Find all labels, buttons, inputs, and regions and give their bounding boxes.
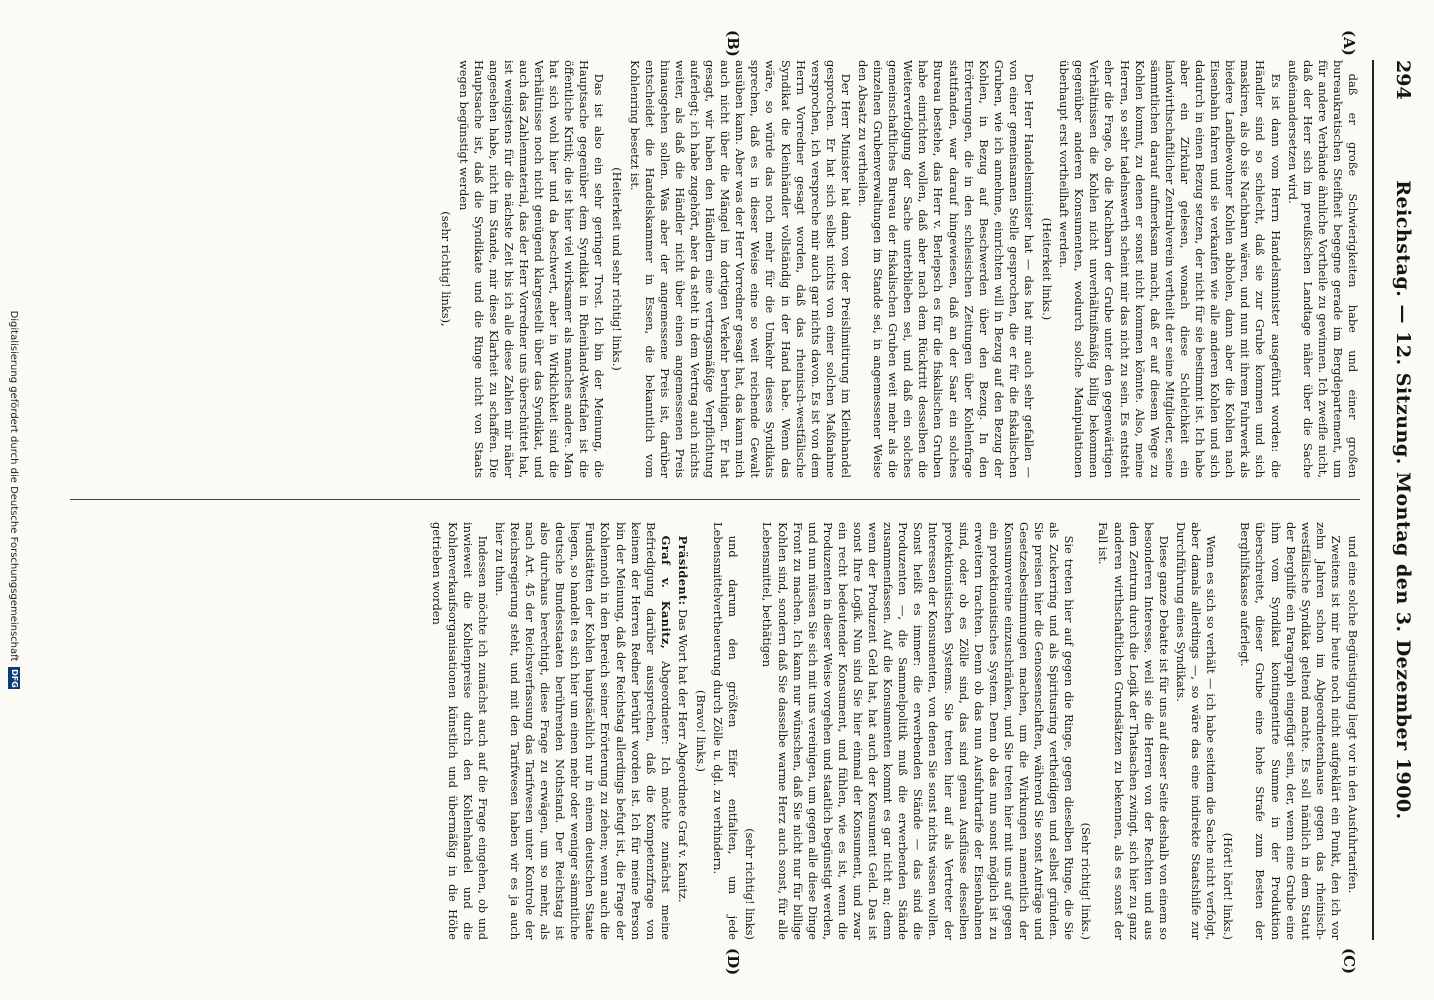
column-divider — [70, 499, 1360, 500]
interjection: (Sehr richtig! links.) — [1079, 822, 1094, 940]
margin-marker-a: (A) — [1340, 30, 1358, 56]
margin-marker-d: (D) — [724, 948, 742, 976]
speaker-paragraph — [675, 522, 690, 940]
interjection: (sehr richtig! links), — [439, 211, 454, 327]
paragraph: Indessen möchte ich zunächst auch auf die Frage eingehen, ob und inwieweit die Kohlenpreise durch den Kohlenhandel und die Kohlenverkaufsorganisationen künstlich und übermäßig in die Höhe getrieben worden — [430, 522, 490, 940]
paragraph: Wenn es sich so verhält — ich habe seitdem die Sache nicht verfolgt, aber damals allerdings —, so wäre das eine indirekte Staatshilfe zur Durchführung eines Syndikats. — [1173, 522, 1219, 940]
running-head: Reichstag. — 12. Sitzung. Montag den 3. Dezember 1900. — [1392, 180, 1414, 820]
speaker-text: Das Wort hat der Herr Abgeordnete Graf v. Kanitz. — [675, 608, 690, 903]
digitization-credit — [4, 0, 24, 1000]
dfg-logo-icon: DFG — [10, 669, 19, 688]
paragraph: und darum den größten Eifer entfalten, um jede Lebensmittelvertheuerung durch Zölle u. dgl. zu verhindern. — [711, 522, 741, 940]
paragraph: Das ist also ein sehr geringer Trost. Ich bin der Meinung, die Hauptsache gegenüber dem Syndikat in Rheinland-Westfalen ist die öffentliche Kritik; die ist hier viel wirksamer als manches andere. Man hat sich wohl hier und da beschwert, aber in Wirklichkeit sind die Verhältnisse noch nicht genügend klargestellt über das Syndikat, und auch das Zahlenmaterial, das der Herr Vorredner uns überschüttet hat, ist wenigstens für die nächste Zeit bis ich alle diese Zahlen mir näher angesehen habe, nicht im Stande, mir diese Klarheit zu schaffen. Die Hauptsache ist, daß die Syndikate und die Ringe nicht von Staats wegen begünstigt werden — [456, 60, 607, 478]
margin-marker-c: (C) — [1340, 948, 1358, 975]
interjection: (Bravo! links.) — [694, 690, 709, 772]
speaker-name: Graf v. Kanitz, — [658, 535, 673, 650]
paragraph: Sie treten hier auf gegen die Ringe, gegen dieselben Ringe, die Sie als Zuckerring und als Spiritusring vertheidigen und selbst gründen. Sie preisen hier die Genossenschaften, während Sie sonst Anträge und Gesetzesbestimmungen machen, um die Wirkungen namentlich der Konsumvereine einzuschränken, und Sie treten hier mit uns auf gegen ein protektionistisches System. Denn ob das nun sonst möglich ist zu erweitern trachten. Denn ob das nun Ausfuhrtarife der Eisenbahnen sind, oder ob es Zölle sind, das sind genau Ausflüsse desselben protektionistischen Systems. Sie treten hier auf als Vertreter der Interessen der Konsumenten, von denen Sie sonst nichts wissen wollen. Sonst heißt es immer: die erwerbenden Stände — das sind die Produzenten —, die Sammelpolitik muß die erwerbenden Stände zusammenfassen. Auf die Konsumenten kommt es gar nicht an; denn wenn der Produzent Geld hat, hat auch der Konsument Geld. Das ist sonst Ihre Logik. Nun sind Sie hier einmal der Konsument, und zwar ein recht bedeutender Konsument, und fühlen, wie es ist, wenn die Produzenten in dieser Weise vorgehen und staatlich begünstigt werden, und nun müssen Sie sich mit uns vereinigen, um gegen alle diese Dinge Front zu machen. Ich kann nur wünschen, daß Sie nicht nur für billige Kohlen sind, sondern daß Sie dasselbe warme Herz auch sonst, für alle Lebensmittel, bethätigen — [760, 522, 1077, 940]
interjection: (Heiterkeit links.) — [1040, 217, 1055, 321]
margin-marker-b: (B) — [724, 30, 742, 57]
left-column — [70, 60, 1360, 478]
page-number: 294 — [1392, 60, 1414, 100]
right-column — [70, 522, 1360, 940]
speaker-text: Abgeordneter: Ich möchte zunächst meine Befriedigung darüber aussprechen, daß die Kompetenzfrage von keinem der Herren Redner berührt worden ist. Ich für meine Person bin der Meinung, daß der Reichstag allerdings befugt ist, die Frage der Kohlennoth in den Bereich seiner Erörterung zu ziehen; wenn auch die Fundstätten der Kohlen hauptsächlich nur in einem deutschen Staate liegen, so handelt es sich hier um einen mehr oder weniger sämmtliche deutsche Bundesstaaten berührenden Nothstand. Der Reichstag ist also durchaus berechtigt, diese Frage zu erwägen, um so mehr, als nach Art. 45 der Reichsverfassung das Tarifwesen unter Kontrole der Reichsregierung steht, und mit den Tarifwesen haben wir es ja auch hier zu thun. — [492, 522, 673, 940]
paragraph: und eine solche Begünstigung liegt vor in den Ausfuhrtarifen. — [1346, 535, 1360, 894]
paragraph: Diese ganze Debatte ist für uns auf dieser Seite deshalb von einem so besonderen Interesse, weil sie die Herren von der Rechten und aus dem Zentrum durch die Logik der Thatsachen zwingt, sich hier zu ganz anderen wirthschaftlichen Grundsätzen zu bekennen, als es sonst der Fall ist. — [1096, 522, 1171, 940]
paragraph: Es ist dann vom Herrn Handelsminister ausgeführt worden: die Händler sind so schlecht, daß sie zur Grube kommen und sich maskiren, als ob sie Nachbarn wären, und nun mit ihrem Fuhrwerk als biedere Landbewohner Kohlen abholen, dann aber die Kohlen nach Eisenbahn fahren und sie verkaufen wie alle anderen Kohlen und sich dadurch in einen Bezug setzen, der nicht für sie bestimmt ist. Ich habe aber ein Zirkular gelesen, wonach diese Schleichkeit ein landwirthschaftlicher Zentralverein vertheilt der seine Mitglieder, seine sämmtlichen darauf aufmerksam macht, daß er auf diesem Wege zu Kohlen kommt, zu denen er sonst nicht kommen könnte. Also, meine Herren, so sehr tadelnswerth scheint mir das nicht zu sein. Es entsteht eher die Frage, ob die Nachbarn der Grube unter den gegenwärtigen Verhältnissen die Kohlen nicht unverhältnißmäßig billig bekommen gegenüber anderen Konsumenten, wodurch solche Manipulationen überhaupt erst vortheilhaft werden. — [1057, 60, 1283, 478]
interjection: (Hört! hört! links.) — [1221, 832, 1236, 940]
speaker-paragraph — [492, 522, 673, 940]
paragraph: daß er große Schwierigkeiten habe und einer großen bureaukratischen Steifheit begegne gerade im Bergdepartement, um für andere Verbände ähnliche Vortheile zu gewinnen. Ich zweifle nicht, daß der Herr sich im preußischen Landtage näher über die Sache außeinandersetzen wird. — [1285, 60, 1360, 478]
credit-text: Digitalisierung gefördert durch die Deutsche Forschungsgemeinschaft — [8, 310, 20, 662]
paragraph: Zweitens ist mir heute noch nicht aufgeklärt ein Punkt, den ich vor zehn Jahren schon im Abgeordnetenhause gegen das rheinisch-westfälische Syndikat geltend machte. Es soll nämlich in dem Statut der Berghilfe ein Paragraph eingefügt sein, der, wenn eine Grube eine ihm vom Syndikat kontingentirte Summe in der Produktion überschreitet, dieser Grube eine hohe Strafe zum Besten der Berghilfskasse auferlegt. — [1238, 522, 1343, 940]
speaker-name: Präsident: — [675, 535, 690, 606]
header-rule — [1372, 60, 1374, 940]
interjection: (Heiterkeit und sehr richtig! links.) — [610, 167, 625, 371]
interjection: (sehr richtig! links) — [743, 828, 758, 940]
paragraph: Der Herr Handelsminister hat — das hat mir auch sehr gefallen — von einer gemeinsamen Stelle gesprochen, die er für die fiskalischen Gruben, wie ich annehme, einrichten will in Bezug auf den Bezug der Kohlen, in Bezug auf Beschwerden über den Bezug. In den Erörterungen, die in den schlesischen Zeitungen über Kohlenfrage stattfanden, war darauf hingewiesen, daß an der Saar ein solches Bureau bestehe, das Herr v. Berlepsch es für die fiskalischen Gruben habe einrichten wollen, daß aber nach dem Rücktritt desselben die Weiterverfolgung der Sache unterblieben sei, und daß ein solches gemeinschaftliches Bureau der fiskalischen Gruben weit mehr als die einzelnen Grubenverwaltungen im Stande sei, in angemessener Weise den Absatz zu vertheilen. — [856, 60, 1037, 478]
page-header — [1382, 60, 1414, 940]
paragraph: Der Herr Minister hat dann von der Preislimitirung im Kleinhandel gesprochen. Er hat sich selbst nichts von einer solchen Maßnahme versprochen, ich verspreche mir auch gar nichts davon. Es ist von dem Herrn Vorredner gesagt worden, daß das rheinisch-westfälische Syndikat die Kleinhändler vollständig in der Hand habe. Wenn das wäre, so würde das noch mehr für die Umkehr dieses Syndikats sprechen, daß es in dieser Weise eine so weit reichende Gewalt ausüben kann. Aber was der Herr Vorredner gesagt hat, das kann mich auch nicht über die Mängel im dortigen Verkehr beruhigen. Er hat gesagt, wir haben den Händlern eine vertragsmäßige Verpflichtung auferlegt; ich habe zugehört, aber da steht in dem Vertrag auch nichts weiter, als daß die Händler nicht über einen angemessenen Preis hinausgehen sollen. Was aber der angemessene Preis ist, darüber entscheidet die Handelskammer in Essen, die bekanntlich vom Kohlenring besetzt ist. — [627, 60, 853, 478]
